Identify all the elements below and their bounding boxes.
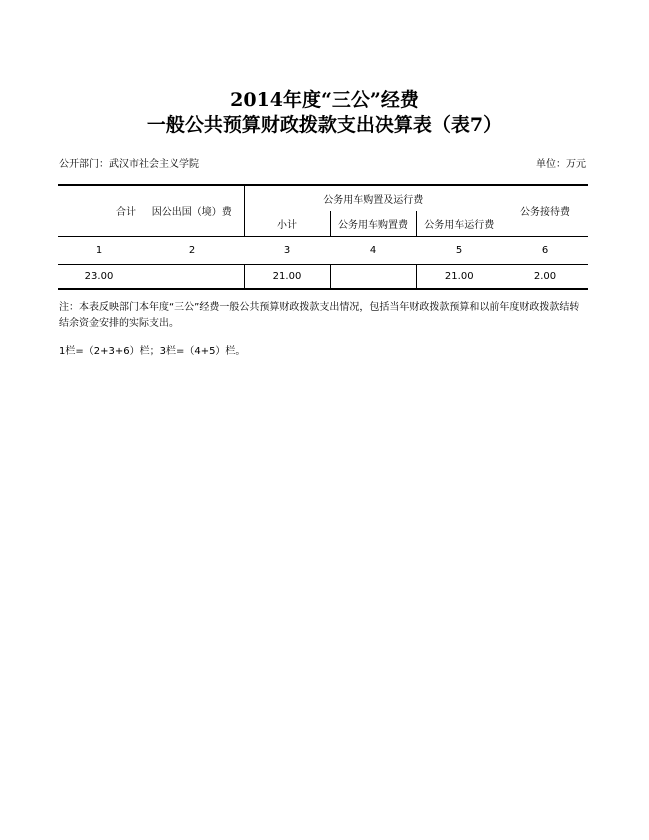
index-cell: 1 — [58, 236, 140, 264]
report-title-line-2: 一般公共预算财政拨款支出决算表（表7） — [146, 114, 503, 136]
unit-label: 单位：万元 — [536, 159, 586, 170]
value-cell — [330, 264, 416, 289]
header-vehicle-purchase: 公务用车购置费 — [330, 211, 416, 236]
header-subtotal: 小计 — [244, 211, 330, 236]
header-vehicle-operation: 公务用车运行费 — [416, 211, 502, 236]
header-abroad: 因公出国（境）费 — [140, 185, 244, 236]
index-cell: 6 — [502, 236, 588, 264]
header-reception: 公务接待费 — [502, 185, 588, 236]
column-formula: 1栏=（2+3+6）栏；3栏=（4+5）栏。 — [59, 346, 246, 357]
value-cell — [140, 264, 244, 289]
expenditure-table — [58, 184, 588, 290]
department-label: 公开部门：武汉市社会主义学院 — [59, 159, 199, 170]
value-cell: 2.00 — [533, 270, 557, 282]
index-cell: 4 — [330, 236, 416, 264]
header-total: 合计 — [58, 185, 140, 236]
value-cell: 21.00 — [444, 270, 474, 282]
report-title-line-1: 2014年度“三公”经费 — [230, 89, 419, 111]
index-cell: 5 — [416, 236, 502, 264]
value-cell: 23.00 — [84, 270, 114, 282]
value-cell: 21.00 — [244, 264, 330, 289]
header-vehicle-group: 公务用车购置及运行费 — [323, 195, 424, 206]
index-cell: 3 — [244, 236, 330, 264]
table-note: 注：本表反映部门本年度“三公”经费一般公共预算财政拨款支出情况，包括当年财政拨款预算和以前年度财政拨款结转结余资金安排的实际支出。 — [59, 302, 580, 329]
index-cell: 2 — [140, 236, 244, 264]
